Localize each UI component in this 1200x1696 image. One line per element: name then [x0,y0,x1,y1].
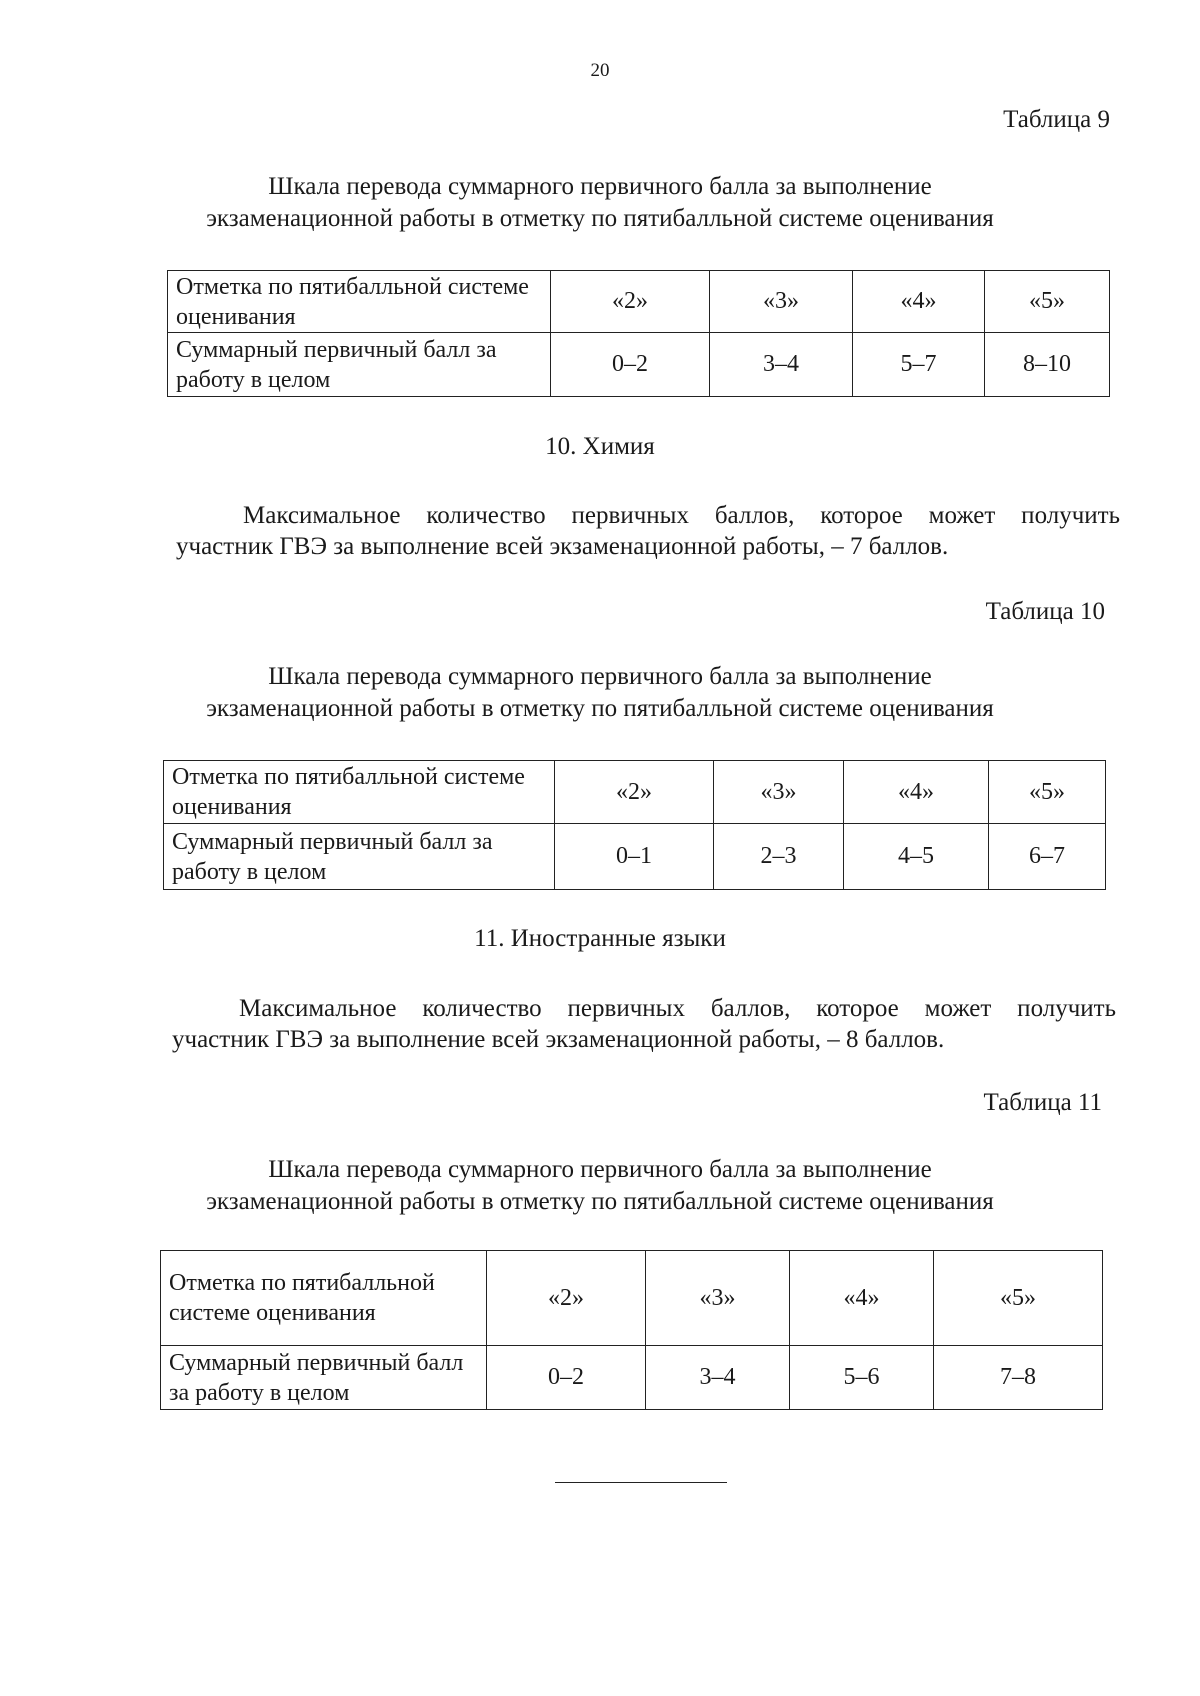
score-cell: 3–4 [710,333,853,397]
grade-cell: «4» [853,271,985,333]
paragraph-line: Максимальное количество первичных баллов, которое может получить [243,502,1120,529]
score-cell: 4–5 [844,824,989,890]
score-cell: 3–4 [646,1346,790,1410]
paragraph-line: участник ГВЭ за выполнение всей экзаменационной работы, – 8 баллов. [172,1026,945,1053]
row-label-score: Суммарный первичный балл за работу в целом [168,333,551,397]
grade-cell: «3» [714,761,844,824]
grade-cell: «5» [989,761,1106,824]
section-heading: 10. Химия [545,433,655,460]
grade-cell: «2» [551,271,710,333]
score-cell: 0–2 [487,1346,646,1410]
caption-line: экзаменационной работы в отметку по пятибалльной системе оценивания [206,695,994,722]
row-label-grade: Отметка по пятибалльной системе оценивания [161,1251,487,1346]
table-label: Таблица 11 [983,1089,1102,1116]
table-caption [150,1154,1050,1218]
score-table [167,270,1110,397]
paragraph-line: Максимальное количество первичных баллов, которое может получить [239,995,1116,1022]
caption-line: Шкала перевода суммарного первичного балла за выполнение [268,1156,932,1183]
score-cell: 8–10 [985,333,1110,397]
caption-line: экзаменационной работы в отметку по пятибалльной системе оценивания [206,205,994,232]
table-caption [150,171,1050,235]
table-label: Таблица 10 [985,598,1105,625]
grade-cell: «5» [934,1251,1103,1346]
grade-cell: «2» [555,761,714,824]
grade-cell: «4» [844,761,989,824]
grade-cell: «2» [487,1251,646,1346]
paragraph-line: участник ГВЭ за выполнение всей экзаменационной работы, – 7 баллов. [176,533,949,560]
score-table [163,760,1106,890]
closing-rule [555,1482,727,1483]
table-label: Таблица 9 [1003,106,1110,133]
section-paragraph [172,993,1116,1055]
caption-line: Шкала перевода суммарного первичного балла за выполнение [268,173,932,200]
score-table [160,1250,1103,1410]
grade-cell: «3» [646,1251,790,1346]
row-label-grade: Отметка по пятибалльной системе оценивания [168,271,551,333]
caption-line: Шкала перевода суммарного первичного балла за выполнение [268,663,932,690]
section-paragraph [176,500,1120,562]
grade-cell: «3» [710,271,853,333]
grade-cell: «4» [790,1251,934,1346]
score-cell: 0–1 [555,824,714,890]
row-label-score: Суммарный первичный балл за работу в целом [164,824,555,890]
score-cell: 0–2 [551,333,710,397]
caption-line: экзаменационной работы в отметку по пятибалльной системе оценивания [206,1188,994,1215]
section-heading: 11. Иностранные языки [474,925,726,952]
row-label-grade: Отметка по пятибалльной системе оценивания [164,761,555,824]
score-cell: 6–7 [989,824,1106,890]
score-cell: 5–6 [790,1346,934,1410]
row-label-score: Суммарный первичный балл за работу в целом [161,1346,487,1410]
score-cell: 7–8 [934,1346,1103,1410]
page-number: 20 [590,60,610,81]
score-cell: 2–3 [714,824,844,890]
score-cell: 5–7 [853,333,985,397]
grade-cell: «5» [985,271,1110,333]
table-caption [150,661,1050,725]
